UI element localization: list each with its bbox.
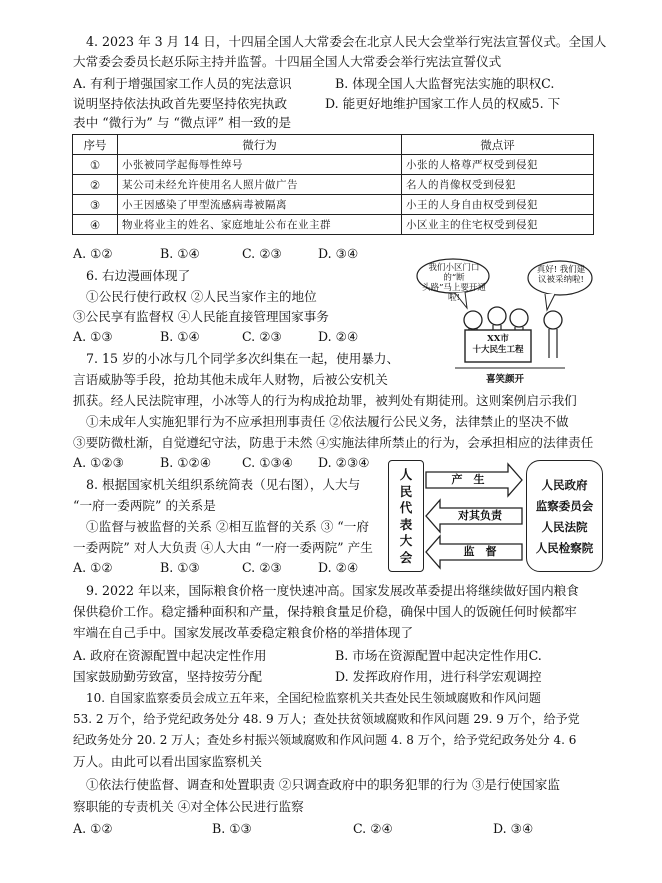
q10-option-a: A. ①② bbox=[73, 821, 113, 836]
q7-option-a: A. ①②③ bbox=[73, 455, 124, 470]
q9-option-d: D. 发挥政府作用，进行科学宏观调控 bbox=[335, 669, 542, 684]
q8-line3: ①监督与被监督的关系 ②相互监督的关系 ③ “一府 bbox=[86, 519, 369, 534]
q7-line1: 7. 15 岁的小冰与几个同学多次纠集在一起，使用暴力、 bbox=[86, 351, 400, 366]
npc-char: 民 bbox=[399, 483, 413, 499]
q6-option-d: D. ②④ bbox=[318, 329, 359, 344]
q8-line4: 一委两院” 对人大负责 ④人大由 “一府一委两院” 产生 bbox=[73, 540, 373, 555]
q10-line4: 万人。由此可以看出国家监察机关 bbox=[73, 754, 262, 769]
q4-option-c: 说明坚持依法执政首先要坚持依宪执政 bbox=[73, 96, 288, 111]
q8-line2: “一府一委两院” 的关系是 bbox=[73, 498, 216, 513]
q8-option-d: D. ②④ bbox=[318, 560, 359, 575]
q10-line2: 53. 2 万个，给予党纪政务处分 48. 9 万人；查处扶贫领域腐败和作风问题 29. 9 万个，给予党 bbox=[73, 712, 580, 726]
table-row bbox=[73, 155, 594, 175]
arrow-label-responsible: 对其负责 bbox=[458, 509, 502, 522]
row-index: ④ bbox=[73, 215, 118, 235]
arrow-label-produce: 产 生 bbox=[451, 473, 485, 486]
npc-char: 人 bbox=[399, 467, 413, 482]
row-comment: 小张的人格尊严权受到侵犯 bbox=[402, 155, 594, 175]
row-index: ② bbox=[73, 175, 118, 195]
q7-line3: 抓获。经人民法院审理，小冰等人的行为构成抢劫罪，被判处有期徒刑。这则案例启示我们 bbox=[73, 393, 577, 408]
row-comment: 小王的人身自由权受到侵犯 bbox=[402, 195, 594, 215]
q6-option-a: A. ①③ bbox=[73, 329, 113, 344]
row-comment: 名人的肖像权受到侵犯 bbox=[402, 175, 594, 195]
q5-option-c: C. ②③ bbox=[242, 246, 282, 261]
q8-option-c: C. ②③ bbox=[242, 560, 282, 575]
npc-char: 会 bbox=[399, 549, 413, 565]
q6-stem: 6. 右边漫画体现了 bbox=[86, 268, 191, 283]
banner-line1: XX市 bbox=[487, 334, 509, 344]
q8-option-b: B. ①③ bbox=[160, 560, 200, 575]
bubble-right-line2: 议被采纳啦! bbox=[538, 275, 584, 285]
row-behavior: 某公司未经允许使用名人照片做广告 bbox=[118, 175, 402, 195]
q10-line3: 纪政务处分 20. 2 万人；查处乡村振兴领域腐败和作风问题 4. 8 万个，给予党纪政务处分 4. 6 bbox=[73, 733, 577, 747]
q4-stem-line1: 4. 2023 年 3 月 14 日，十四届全国人大常委会在北京人民大会堂举行宪法宣誓仪式。全国人 bbox=[86, 34, 607, 49]
cartoon-banner bbox=[465, 334, 531, 356]
q9-line3: 牢端在自己手中。国家发展改革委稳定粮食价格的举措体现了 bbox=[73, 625, 414, 640]
q6-cartoon bbox=[415, 258, 595, 388]
organ-procuratorate: 人民检察院 bbox=[535, 541, 594, 555]
q7-line5: ③要防微杜渐，自觉遵纪守法，防患于未然 ④实施法律所禁止的行为，会承担相应的法律责任 bbox=[73, 435, 594, 450]
organ-government: 人民政府 bbox=[541, 478, 588, 492]
header-comment: 微点评 bbox=[402, 135, 594, 155]
q4-option-b: B. 体现全国人大监督宪法实施的职权C. bbox=[335, 76, 555, 91]
table-header-row bbox=[73, 135, 594, 155]
npc-box bbox=[388, 460, 424, 572]
q9-option-a: A. 政府在资源配置中起决定性作用 bbox=[73, 648, 267, 663]
gov-organs-box bbox=[526, 460, 603, 572]
q4-option-d: D. 能更好地维护国家工作人员的权威5. 下 bbox=[325, 96, 561, 111]
row-behavior: 小王因感染了甲型流感病毒被隔离 bbox=[118, 195, 402, 215]
q7-option-d: D. ②③④ bbox=[318, 455, 370, 470]
q10-line1: 10. 自国家监察委员会成立五年来，全国纪检监察机关共查处民生领域腐败和作风问题 bbox=[86, 691, 541, 705]
q4-stem-line2: 大常委会委员长赵乐际主持并监誓。十四届全国人大常委会举行宪法宣誓仪式 bbox=[73, 54, 502, 69]
q10-option-c: C. ②④ bbox=[353, 821, 393, 836]
row-index: ① bbox=[73, 155, 118, 175]
q10-option-d: D. ③④ bbox=[493, 821, 534, 836]
row-behavior: 物业将业主的姓名、家庭地址公布在业主群 bbox=[118, 215, 402, 235]
q8-state-organ-diagram bbox=[388, 458, 603, 576]
q8-line1: 8. 根据国家机关组织系统简表（见右图），人大与 bbox=[86, 477, 361, 492]
npc-char: 表 bbox=[399, 516, 413, 532]
q10-line6: 察职能的专责机关 ④对全体公民进行监察 bbox=[73, 799, 304, 814]
arrow-label-supervise: 监 督 bbox=[463, 545, 497, 558]
q4-option-a: A. 有利于增强国家工作人员的宪法意识 bbox=[73, 76, 292, 91]
q5-behavior-table bbox=[72, 134, 594, 235]
table-row bbox=[73, 195, 594, 215]
q6-option-c: C. ②③ bbox=[242, 329, 282, 344]
table-row bbox=[73, 215, 594, 235]
q9-option-b: B. 市场在资源配置中起决定性作用C. bbox=[335, 648, 542, 663]
q5-option-a: A. ①② bbox=[73, 246, 113, 261]
organ-court: 人民法院 bbox=[541, 520, 588, 534]
cartoon-bubble-right bbox=[533, 265, 589, 285]
q9-line1: 9. 2022 年以来，国际粮食价格一度快速冲高。国家发展改革委提出将继续做好国内粮食 bbox=[86, 583, 579, 598]
q5-stem: 表中 “微行为” 与 “微点评” 相一致的是 bbox=[73, 115, 292, 130]
q6-line1: ①公民行使行政权 ②人民当家作主的地位 bbox=[86, 289, 317, 304]
npc-char: 大 bbox=[399, 533, 413, 548]
row-comment: 小区业主的住宅权受到侵犯 bbox=[402, 215, 594, 235]
header-index: 序号 bbox=[73, 135, 118, 155]
q8-option-a: A. ①② bbox=[73, 560, 113, 575]
cartoon-bubble-left bbox=[421, 263, 487, 303]
bubble-left-line2: 头路”马上要开通啦! bbox=[422, 283, 486, 303]
bubble-left-line1: 我们小区门口的“断 bbox=[428, 263, 480, 283]
cartoon-caption: 喜笑颜开 bbox=[485, 374, 524, 385]
header-behavior: 微行为 bbox=[118, 135, 402, 155]
q9-option-c: 国家鼓励勤劳致富，坚持按劳分配 bbox=[73, 669, 262, 684]
bubble-right-line1: 真好! 我们建 bbox=[536, 265, 586, 275]
table-row bbox=[73, 175, 594, 195]
organ-supervision: 监察委员会 bbox=[535, 499, 594, 513]
q5-option-b: B. ①④ bbox=[160, 246, 200, 261]
q6-option-b: B. ①④ bbox=[160, 329, 200, 344]
q7-option-b: B. ①②④ bbox=[160, 455, 212, 470]
q7-line4: ①未成年人实施犯罪行为不应承担刑事责任 ②依法履行公民义务，法律禁止的坚决不做 bbox=[86, 414, 569, 429]
row-index: ③ bbox=[73, 195, 118, 215]
q7-line2: 言语威胁等手段，抢劫其他未成年人财物，后被公安机关 bbox=[73, 372, 388, 387]
q10-line5: ①依法行使监督、调查和处置职责 ②只调查政府中的职务犯罪的行为 ③是行使国家监 bbox=[86, 777, 560, 792]
q5-option-d: D. ③④ bbox=[318, 246, 359, 261]
q6-line2: ③公民享有监督权 ④人民能直接管理国家事务 bbox=[73, 309, 329, 324]
q9-line2: 保供稳价工作。稳定播种面积和产量，保持粮食量足价稳，确保中国人的饭碗任何时候都牢 bbox=[73, 604, 577, 619]
npc-char: 代 bbox=[399, 500, 413, 515]
q7-option-c: C. ①③④ bbox=[242, 455, 294, 470]
banner-line2: 十大民生工程 bbox=[472, 345, 524, 355]
q10-option-b: B. ①③ bbox=[212, 821, 252, 836]
row-behavior: 小张被同学起侮辱性绰号 bbox=[118, 155, 402, 175]
